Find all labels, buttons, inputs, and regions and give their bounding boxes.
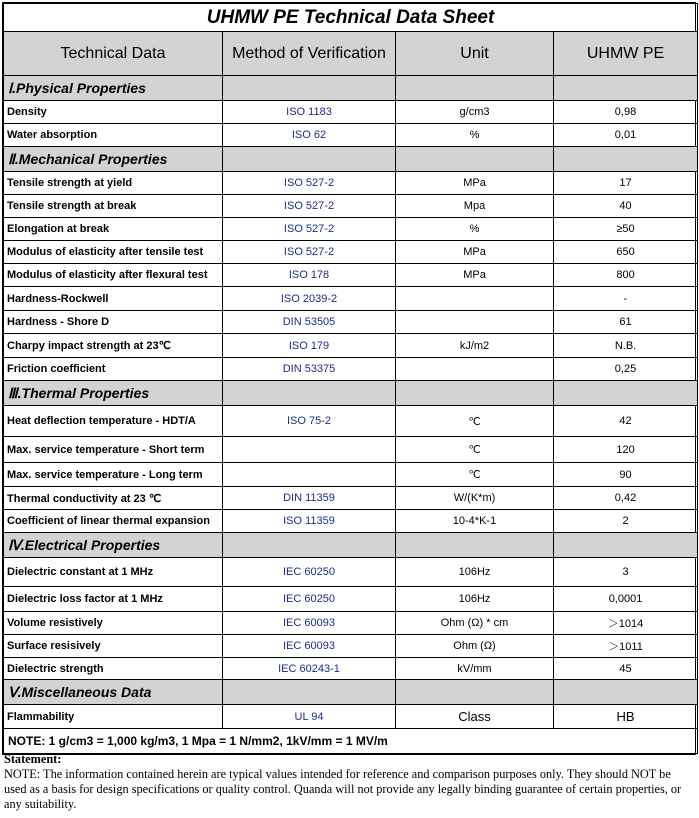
method-cell: ISO 527-2 [223,172,396,195]
unit-cell: W/(K*m) [396,487,554,510]
method-cell: DIN 53375 [223,358,396,381]
section-header-cell [396,76,554,101]
value-cell: 42 [554,406,698,437]
table-row [4,558,698,587]
property-cell: Max. service temperature - Short term [4,437,223,463]
statement-title: Statement: [4,752,62,766]
value-cell: 0,98 [554,101,698,124]
unit-cell: 106Hz [396,558,554,587]
property-cell: Hardness - Shore D [4,311,223,334]
unit-cell: MPa [396,241,554,264]
unit-cell [396,358,554,381]
section-header-cell [554,533,698,558]
property-cell: Flammability [4,705,223,729]
section-header-row [4,680,698,705]
value-cell: HB [554,705,698,729]
section-header-cell [554,381,698,406]
method-cell: ISO 11359 [223,510,396,533]
table-row [4,635,698,658]
value-cell: 40 [554,195,698,218]
property-cell: Modulus of elasticity after tensile test [4,241,223,264]
unit-cell [396,311,554,334]
section-header-cell [396,680,554,705]
value-cell: 0,42 [554,487,698,510]
section-header-cell [223,147,396,172]
value-cell: ≥50 [554,218,698,241]
property-cell: Tensile strength at break [4,195,223,218]
value-cell: 0,0001 [554,587,698,612]
table-row [4,437,698,463]
table-row [4,124,698,147]
table-row [4,612,698,635]
value-cell: 800 [554,264,698,287]
value-cell: 61 [554,311,698,334]
table-row [4,172,698,195]
section-header-cell [223,680,396,705]
property-cell: Charpy impact strength at 23℃ [4,334,223,358]
unit-cell: % [396,218,554,241]
value-cell: - [554,287,698,311]
table-row [4,311,698,334]
note-text: NOTE: 1 g/cm3 = 1,000 kg/m3, 1 Mpa = 1 N/mm2, 1kV/mm = 1 MV/m [4,729,698,754]
method-cell: ISO 1183 [223,101,396,124]
value-cell: 45 [554,658,698,680]
property-cell: Elongation at break [4,218,223,241]
unit-cell: Ohm (Ω) [396,635,554,658]
unit-cell: ℃ [396,463,554,487]
value-cell: ＞1011 [554,635,698,658]
table-row [4,587,698,612]
table-row [4,334,698,358]
sheet-title: UHMW PE Technical Data Sheet [4,4,698,32]
section-header-cell [223,76,396,101]
value-cell: 120 [554,437,698,463]
unit-cell: kV/mm [396,658,554,680]
method-cell: DIN 53505 [223,311,396,334]
header-row [4,32,698,76]
table-row [4,195,698,218]
unit-cell: % [396,124,554,147]
section-title: Ⅰ.Physical Properties [4,76,223,101]
value-cell: 3 [554,558,698,587]
unit-cell: Mpa [396,195,554,218]
method-cell: IEC 60250 [223,587,396,612]
method-cell [223,463,396,487]
section-header-row [4,381,698,406]
data-sheet [2,2,696,755]
property-cell: Surface resisively [4,635,223,658]
property-cell: Dielectric constant at 1 MHz [4,558,223,587]
unit-cell [396,287,554,311]
method-cell: DIN 11359 [223,487,396,510]
unit-cell: kJ/m2 [396,334,554,358]
method-cell: UL 94 [223,705,396,729]
unit-cell: 106Hz [396,587,554,612]
property-cell: Friction coefficient [4,358,223,381]
section-title: Ⅲ.Thermal Properties [4,381,223,406]
section-header-row [4,76,698,101]
section-title: Ⅱ.Mechanical Properties [4,147,223,172]
table-row [4,287,698,311]
method-cell: ISO 527-2 [223,218,396,241]
table-row [4,487,698,510]
property-cell: Thermal conductivity at 23 ℃ [4,487,223,510]
unit-cell: MPa [396,264,554,287]
value-cell: 90 [554,463,698,487]
method-cell: IEC 60243-1 [223,658,396,680]
property-cell: Tensile strength at yield [4,172,223,195]
property-cell: Dielectric loss factor at 1 MHz [4,587,223,612]
value-cell: 0,01 [554,124,698,147]
method-cell: ISO 62 [223,124,396,147]
method-cell [223,437,396,463]
method-cell: ISO 527-2 [223,195,396,218]
table-row [4,264,698,287]
statement-text: NOTE: The information contained herein are typical values intended for reference and comparison purposes only. They should NOT be used as a basis for design specifications or quality control. Quanda will not provide any legally binding guarantee of certain properties, or any suitability. [4,767,682,811]
value-cell: ＞1014 [554,612,698,635]
unit-cell: g/cm3 [396,101,554,124]
method-cell: IEC 60093 [223,635,396,658]
table-row [4,705,698,729]
table-row [4,218,698,241]
section-header-cell [223,533,396,558]
table-row [4,358,698,381]
technical-data-table [3,3,698,754]
table-row [4,510,698,533]
section-header-cell [396,147,554,172]
section-header-cell [223,381,396,406]
property-cell: Hardness-Rockwell [4,287,223,311]
value-cell: 0,25 [554,358,698,381]
method-cell: IEC 60250 [223,558,396,587]
property-cell: Max. service temperature - Long term [4,463,223,487]
table-row [4,101,698,124]
method-cell: ISO 178 [223,264,396,287]
table-row [4,658,698,680]
unit-cell: Class [396,705,554,729]
header-technical-data: Technical Data [4,32,223,76]
section-header-cell [396,381,554,406]
unit-cell: MPa [396,172,554,195]
property-cell: Modulus of elasticity after flexural test [4,264,223,287]
unit-cell: ℃ [396,437,554,463]
method-cell: ISO 527-2 [223,241,396,264]
property-cell: Volume resistively [4,612,223,635]
section-header-row [4,147,698,172]
property-cell: Heat deflection temperature - HDT/A [4,406,223,437]
property-cell: Dielectric strength [4,658,223,680]
section-title: Ⅴ.Miscellaneous Data [4,680,223,705]
section-header-cell [554,76,698,101]
value-cell: 17 [554,172,698,195]
property-cell: Density [4,101,223,124]
method-cell: ISO 2039-2 [223,287,396,311]
header-uhmw-pe: UHMW PE [554,32,698,76]
statement [4,752,694,812]
method-cell: IEC 60093 [223,612,396,635]
value-cell: 650 [554,241,698,264]
unit-cell: Ohm (Ω) * cm [396,612,554,635]
table-row [4,463,698,487]
property-cell: Coefficient of linear thermal expansion [4,510,223,533]
section-title: Ⅳ.Electrical Properties [4,533,223,558]
section-header-cell [554,680,698,705]
value-cell: 2 [554,510,698,533]
unit-cell: 10-4*K-1 [396,510,554,533]
table-row [4,241,698,264]
note-row [4,729,698,754]
header-unit: Unit [396,32,554,76]
table-row [4,406,698,437]
section-header-row [4,533,698,558]
value-cell: N.B. [554,334,698,358]
section-header-cell [554,147,698,172]
method-cell: ISO 179 [223,334,396,358]
header-method: Method of Verification [223,32,396,76]
unit-cell: ℃ [396,406,554,437]
section-header-cell [396,533,554,558]
method-cell: ISO 75-2 [223,406,396,437]
property-cell: Water absorption [4,124,223,147]
